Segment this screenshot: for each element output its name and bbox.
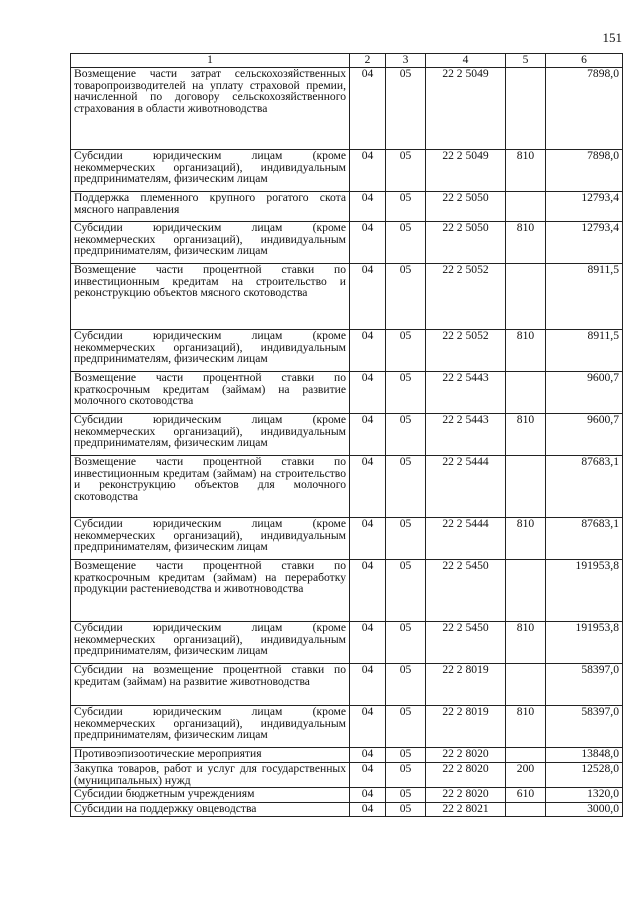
column-header: 4	[426, 54, 506, 68]
row-c4-cell: 22 2 5444	[426, 518, 506, 560]
row-c4-cell: 22 2 5050	[426, 192, 506, 222]
table-row	[71, 518, 623, 560]
row-c2-cell: 04	[350, 803, 386, 817]
table-row	[71, 264, 623, 330]
row-c4-cell: 22 2 5444	[426, 456, 506, 518]
row-c5-cell	[506, 372, 546, 414]
row-name-cell: Поддержка племенного крупного рогатого скота мясного направления	[71, 192, 350, 222]
row-c3-cell: 05	[386, 330, 426, 372]
row-c4-cell: 22 2 8019	[426, 706, 506, 748]
row-c6-cell: 3000,0	[546, 803, 623, 817]
row-c5-cell	[506, 264, 546, 330]
row-name-cell: Закупка товаров, работ и услуг для государственных (муниципальных) нужд	[71, 763, 350, 788]
row-c2-cell: 04	[350, 68, 386, 150]
row-c2-cell: 04	[350, 560, 386, 622]
table-body	[71, 68, 623, 817]
table-row	[71, 222, 623, 264]
column-header: 5	[506, 54, 546, 68]
row-c6-cell: 8911,5	[546, 264, 623, 330]
table-row	[71, 414, 623, 456]
row-c5-cell: 810	[506, 518, 546, 560]
row-c3-cell: 05	[386, 264, 426, 330]
row-c5-cell: 810	[506, 706, 546, 748]
table-row	[71, 150, 623, 192]
row-c2-cell: 04	[350, 330, 386, 372]
row-c5-cell	[506, 560, 546, 622]
row-c4-cell: 22 2 5052	[426, 264, 506, 330]
row-c3-cell: 05	[386, 803, 426, 817]
row-c3-cell: 05	[386, 560, 426, 622]
row-c4-cell: 22 2 5450	[426, 622, 506, 664]
row-c6-cell: 7898,0	[546, 68, 623, 150]
table-row	[71, 372, 623, 414]
row-c4-cell: 22 2 5443	[426, 372, 506, 414]
row-c3-cell: 05	[386, 192, 426, 222]
row-name-cell: Возмещение части процентной ставки по инвестиционным кредитам (займам) на строительство и реконструкцию объектов для молочного скотоводства	[71, 456, 350, 518]
table-row	[71, 192, 623, 222]
row-name-cell: Субсидии на возмещение процентной ставки по кредитам (займам) на развитие животноводства	[71, 664, 350, 706]
row-c5-cell: 810	[506, 330, 546, 372]
row-c6-cell: 12793,4	[546, 222, 623, 264]
row-c2-cell: 04	[350, 456, 386, 518]
row-c6-cell: 9600,7	[546, 414, 623, 456]
row-c6-cell: 7898,0	[546, 150, 623, 192]
row-c6-cell: 1320,0	[546, 788, 623, 803]
row-c2-cell: 04	[350, 788, 386, 803]
row-c5-cell	[506, 664, 546, 706]
row-c6-cell: 191953,8	[546, 622, 623, 664]
row-c2-cell: 04	[350, 222, 386, 264]
column-header: 6	[546, 54, 623, 68]
row-c5-cell: 810	[506, 222, 546, 264]
column-header: 1	[71, 54, 350, 68]
row-name-cell: Противоэпизоотические мероприятия	[71, 748, 350, 763]
row-c4-cell: 22 2 5049	[426, 150, 506, 192]
row-c3-cell: 05	[386, 518, 426, 560]
row-c3-cell: 05	[386, 456, 426, 518]
row-c2-cell: 04	[350, 264, 386, 330]
row-c4-cell: 22 2 8020	[426, 763, 506, 788]
row-c6-cell: 13848,0	[546, 748, 623, 763]
row-name-cell: Субсидии юридическим лицам (кроме некоммерческих организаций), индивидуальным предпринимателям, физическим лицам	[71, 518, 350, 560]
page-number: 151	[602, 30, 622, 45]
row-name-cell: Субсидии бюджетным учреждениям	[71, 788, 350, 803]
row-c3-cell: 05	[386, 68, 426, 150]
row-c4-cell: 22 2 5443	[426, 414, 506, 456]
row-c2-cell: 04	[350, 372, 386, 414]
row-c6-cell: 12528,0	[546, 763, 623, 788]
row-c4-cell: 22 2 8020	[426, 748, 506, 763]
row-c4-cell: 22 2 8021	[426, 803, 506, 817]
row-c2-cell: 04	[350, 192, 386, 222]
row-c6-cell: 87683,1	[546, 456, 623, 518]
row-c6-cell: 12793,4	[546, 192, 623, 222]
row-c5-cell: 200	[506, 763, 546, 788]
table-row	[71, 664, 623, 706]
row-c6-cell: 58397,0	[546, 706, 623, 748]
row-c4-cell: 22 2 8020	[426, 788, 506, 803]
row-c6-cell: 8911,5	[546, 330, 623, 372]
row-c6-cell: 87683,1	[546, 518, 623, 560]
row-c3-cell: 05	[386, 748, 426, 763]
table-row	[71, 788, 623, 803]
row-name-cell: Субсидии юридическим лицам (кроме некоммерческих организаций), индивидуальным предпринимателям, физическим лицам	[71, 706, 350, 748]
row-c5-cell	[506, 68, 546, 150]
row-c5-cell	[506, 192, 546, 222]
row-c5-cell: 610	[506, 788, 546, 803]
row-name-cell: Возмещение части процентной ставки по краткосрочным кредитам (займам) на переработку продукции растениеводства и животноводства	[71, 560, 350, 622]
table-header-row	[71, 54, 623, 68]
column-header: 3	[386, 54, 426, 68]
row-name-cell: Возмещение части процентной ставки по инвестиционным кредитам на строительство и реконструкцию объектов мясного скотоводства	[71, 264, 350, 330]
row-c3-cell: 05	[386, 664, 426, 706]
budget-table	[70, 53, 623, 817]
row-c2-cell: 04	[350, 706, 386, 748]
row-c2-cell: 04	[350, 748, 386, 763]
row-c2-cell: 04	[350, 622, 386, 664]
table-row	[71, 748, 623, 763]
row-c3-cell: 05	[386, 222, 426, 264]
table-row	[71, 456, 623, 518]
row-c2-cell: 04	[350, 763, 386, 788]
row-c4-cell: 22 2 5049	[426, 68, 506, 150]
row-c3-cell: 05	[386, 788, 426, 803]
table-row	[71, 560, 623, 622]
row-name-cell: Субсидии юридическим лицам (кроме некоммерческих организаций), индивидуальным предпринимателям, физическим лицам	[71, 414, 350, 456]
table-row	[71, 706, 623, 748]
row-c4-cell: 22 2 5050	[426, 222, 506, 264]
row-c2-cell: 04	[350, 150, 386, 192]
table-row	[71, 68, 623, 150]
row-c5-cell	[506, 803, 546, 817]
row-c3-cell: 05	[386, 372, 426, 414]
row-c2-cell: 04	[350, 518, 386, 560]
row-c6-cell: 9600,7	[546, 372, 623, 414]
column-header: 2	[350, 54, 386, 68]
table-row	[71, 622, 623, 664]
row-c3-cell: 05	[386, 706, 426, 748]
row-c3-cell: 05	[386, 150, 426, 192]
row-c6-cell: 58397,0	[546, 664, 623, 706]
table-row	[71, 763, 623, 788]
row-name-cell: Субсидии юридическим лицам (кроме некоммерческих организаций), индивидуальным предпринимателям, физическим лицам	[71, 622, 350, 664]
row-name-cell: Возмещение части процентной ставки по краткосрочным кредитам (займам) на развитие молочного скотоводства	[71, 372, 350, 414]
row-c5-cell: 810	[506, 414, 546, 456]
row-c3-cell: 05	[386, 763, 426, 788]
table-row	[71, 330, 623, 372]
row-name-cell: Возмещение части затрат сельскохозяйственных товаропроизводителей на уплату страховой премии, начисленной по договору сельскохозяйственного страхования в области животноводства	[71, 68, 350, 150]
row-c5-cell: 810	[506, 150, 546, 192]
row-c4-cell: 22 2 5052	[426, 330, 506, 372]
row-c4-cell: 22 2 8019	[426, 664, 506, 706]
row-name-cell: Субсидии юридическим лицам (кроме некоммерческих организаций), индивидуальным предпринимателям, физическим лицам	[71, 222, 350, 264]
row-c4-cell: 22 2 5450	[426, 560, 506, 622]
row-c5-cell	[506, 748, 546, 763]
row-c2-cell: 04	[350, 664, 386, 706]
row-name-cell: Субсидии на поддержку овцеводства	[71, 803, 350, 817]
row-c2-cell: 04	[350, 414, 386, 456]
row-c3-cell: 05	[386, 622, 426, 664]
row-name-cell: Субсидии юридическим лицам (кроме некоммерческих организаций), индивидуальным предпринимателям, физическим лицам	[71, 330, 350, 372]
row-name-cell: Субсидии юридическим лицам (кроме некоммерческих организаций), индивидуальным предпринимателям, физическим лицам	[71, 150, 350, 192]
row-c6-cell: 191953,8	[546, 560, 623, 622]
row-c3-cell: 05	[386, 414, 426, 456]
row-c5-cell: 810	[506, 622, 546, 664]
row-c5-cell	[506, 456, 546, 518]
table-row	[71, 803, 623, 817]
